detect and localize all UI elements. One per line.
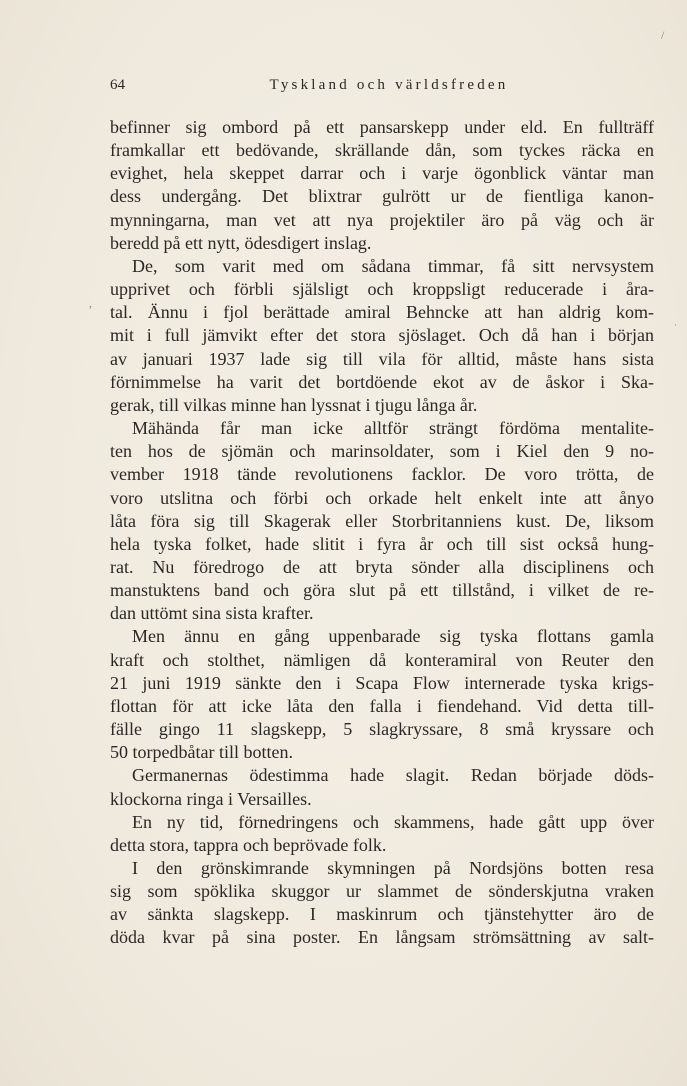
- margin-speck: ,: [89, 296, 92, 310]
- page-number: 64: [110, 77, 125, 93]
- text-line: av januari 1937 lade sig till vila för alltid, måste hans sista: [110, 348, 654, 369]
- text-line: I den grönskimrande skymningen på Nordsjöns botten resa: [132, 858, 654, 878]
- text-line: kraft och stolthet, nämligen då konteramiral von Reuter den: [110, 649, 654, 670]
- running-title: Tyskland och världsfreden: [269, 77, 509, 93]
- text-line: dess undergång. Det blixtrar gulrött ur de fientliga kanon-: [110, 186, 654, 207]
- text-line: flottan för att icke låta den falla i fiendehand. Vid detta till-: [110, 695, 654, 716]
- pencil-mark: /: [661, 28, 665, 42]
- margin-speck: ·: [674, 320, 677, 330]
- text-line: befinner sig ombord på ett pansarskepp under eld. En fullträff: [110, 117, 654, 137]
- text-line: fälle gingo 11 slagskepp, 5 slagkryssare, 8 små kryssare och: [110, 719, 654, 740]
- body-text: [110, 116, 654, 950]
- text-line: upprivet och förbli själsligt och kroppsligt reducerade i åra-: [110, 279, 654, 300]
- text-line: 50 torpedbåtar till botten.: [110, 742, 293, 763]
- text-line: Mähända får man icke alltför strängt fördöma mentalite-: [132, 418, 654, 439]
- text-line: detta stora, tappra och beprövade folk.: [110, 834, 387, 855]
- text-line: klockorna ringa i Versailles.: [110, 788, 312, 809]
- text-line: Men ännu en gång uppenbarade sig tyska flottans gamla: [132, 626, 654, 647]
- running-header: [110, 73, 654, 97]
- text-line: mynningarna, man vet att nya projektiler äro på väg och är: [110, 209, 654, 230]
- text-line: förnimmelse ha varit det bortdöende ekot av de åskor i Ska-: [110, 371, 654, 392]
- text-line: evighet, hela skeppet darrar och i varje ögonblick väntar man: [110, 163, 654, 184]
- text-line: De, som varit med om sådana timmar, få sitt nervsystem: [132, 255, 654, 276]
- text-line: dan uttömt sina sista krafter.: [110, 603, 314, 624]
- text-line: voro utslitna och förbi och orkade helt enkelt inte att ånyo: [110, 487, 654, 508]
- text-line: ten hos de sjömän och marinsoldater, som i Kiel den 9 no-: [110, 441, 654, 462]
- text-line: vember 1918 tände revolutionens facklor. De voro trötta, de: [110, 464, 654, 485]
- text-line: tal. Ännu i fjol berättade amiral Behncke att han aldrig kom-: [110, 302, 654, 323]
- text-line: av sänkta slagskepp. I maskinrum och tjänstehytter äro de: [110, 904, 654, 925]
- text-line: sig som spöklika skuggor ur slammet de sönderskjutna vraken: [110, 881, 654, 902]
- text-line: En ny tid, förnedringens och skammens, hade gått upp över: [132, 811, 654, 832]
- text-line: rat. Nu föredrogo de att bryta sönder alla disciplinens och: [110, 556, 654, 577]
- text-line: Germanernas ödestimma hade slagit. Redan började döds-: [132, 765, 654, 786]
- text-line: 21 juni 1919 sänkte den i Scapa Flow internerade tyska krigs-: [110, 672, 654, 693]
- text-line: beredd på ett nytt, ödesdigert inslag.: [110, 232, 372, 253]
- text-line: gerak, till vilkas minne han lyssnat i tjugu långa år.: [110, 394, 478, 415]
- text-line: döda kvar på sina poster. En långsam strömsättning av salt-: [110, 927, 654, 948]
- text-line: framkallar ett bedövande, skrällande dån, som tyckes räcka en: [110, 140, 654, 161]
- text-line: låta föra sig till Skagerak eller Storbritanniens kust. De, liksom: [110, 510, 654, 531]
- text-line: manstuktens band och göra slut på ett tillstånd, i vilket de re-: [110, 580, 654, 601]
- text-line: mit i full jämvikt efter det stora sjöslaget. Och då han i början: [110, 325, 654, 346]
- text-line: hela tyska folket, hade slitit i fyra år och till sist också hung-: [110, 533, 654, 554]
